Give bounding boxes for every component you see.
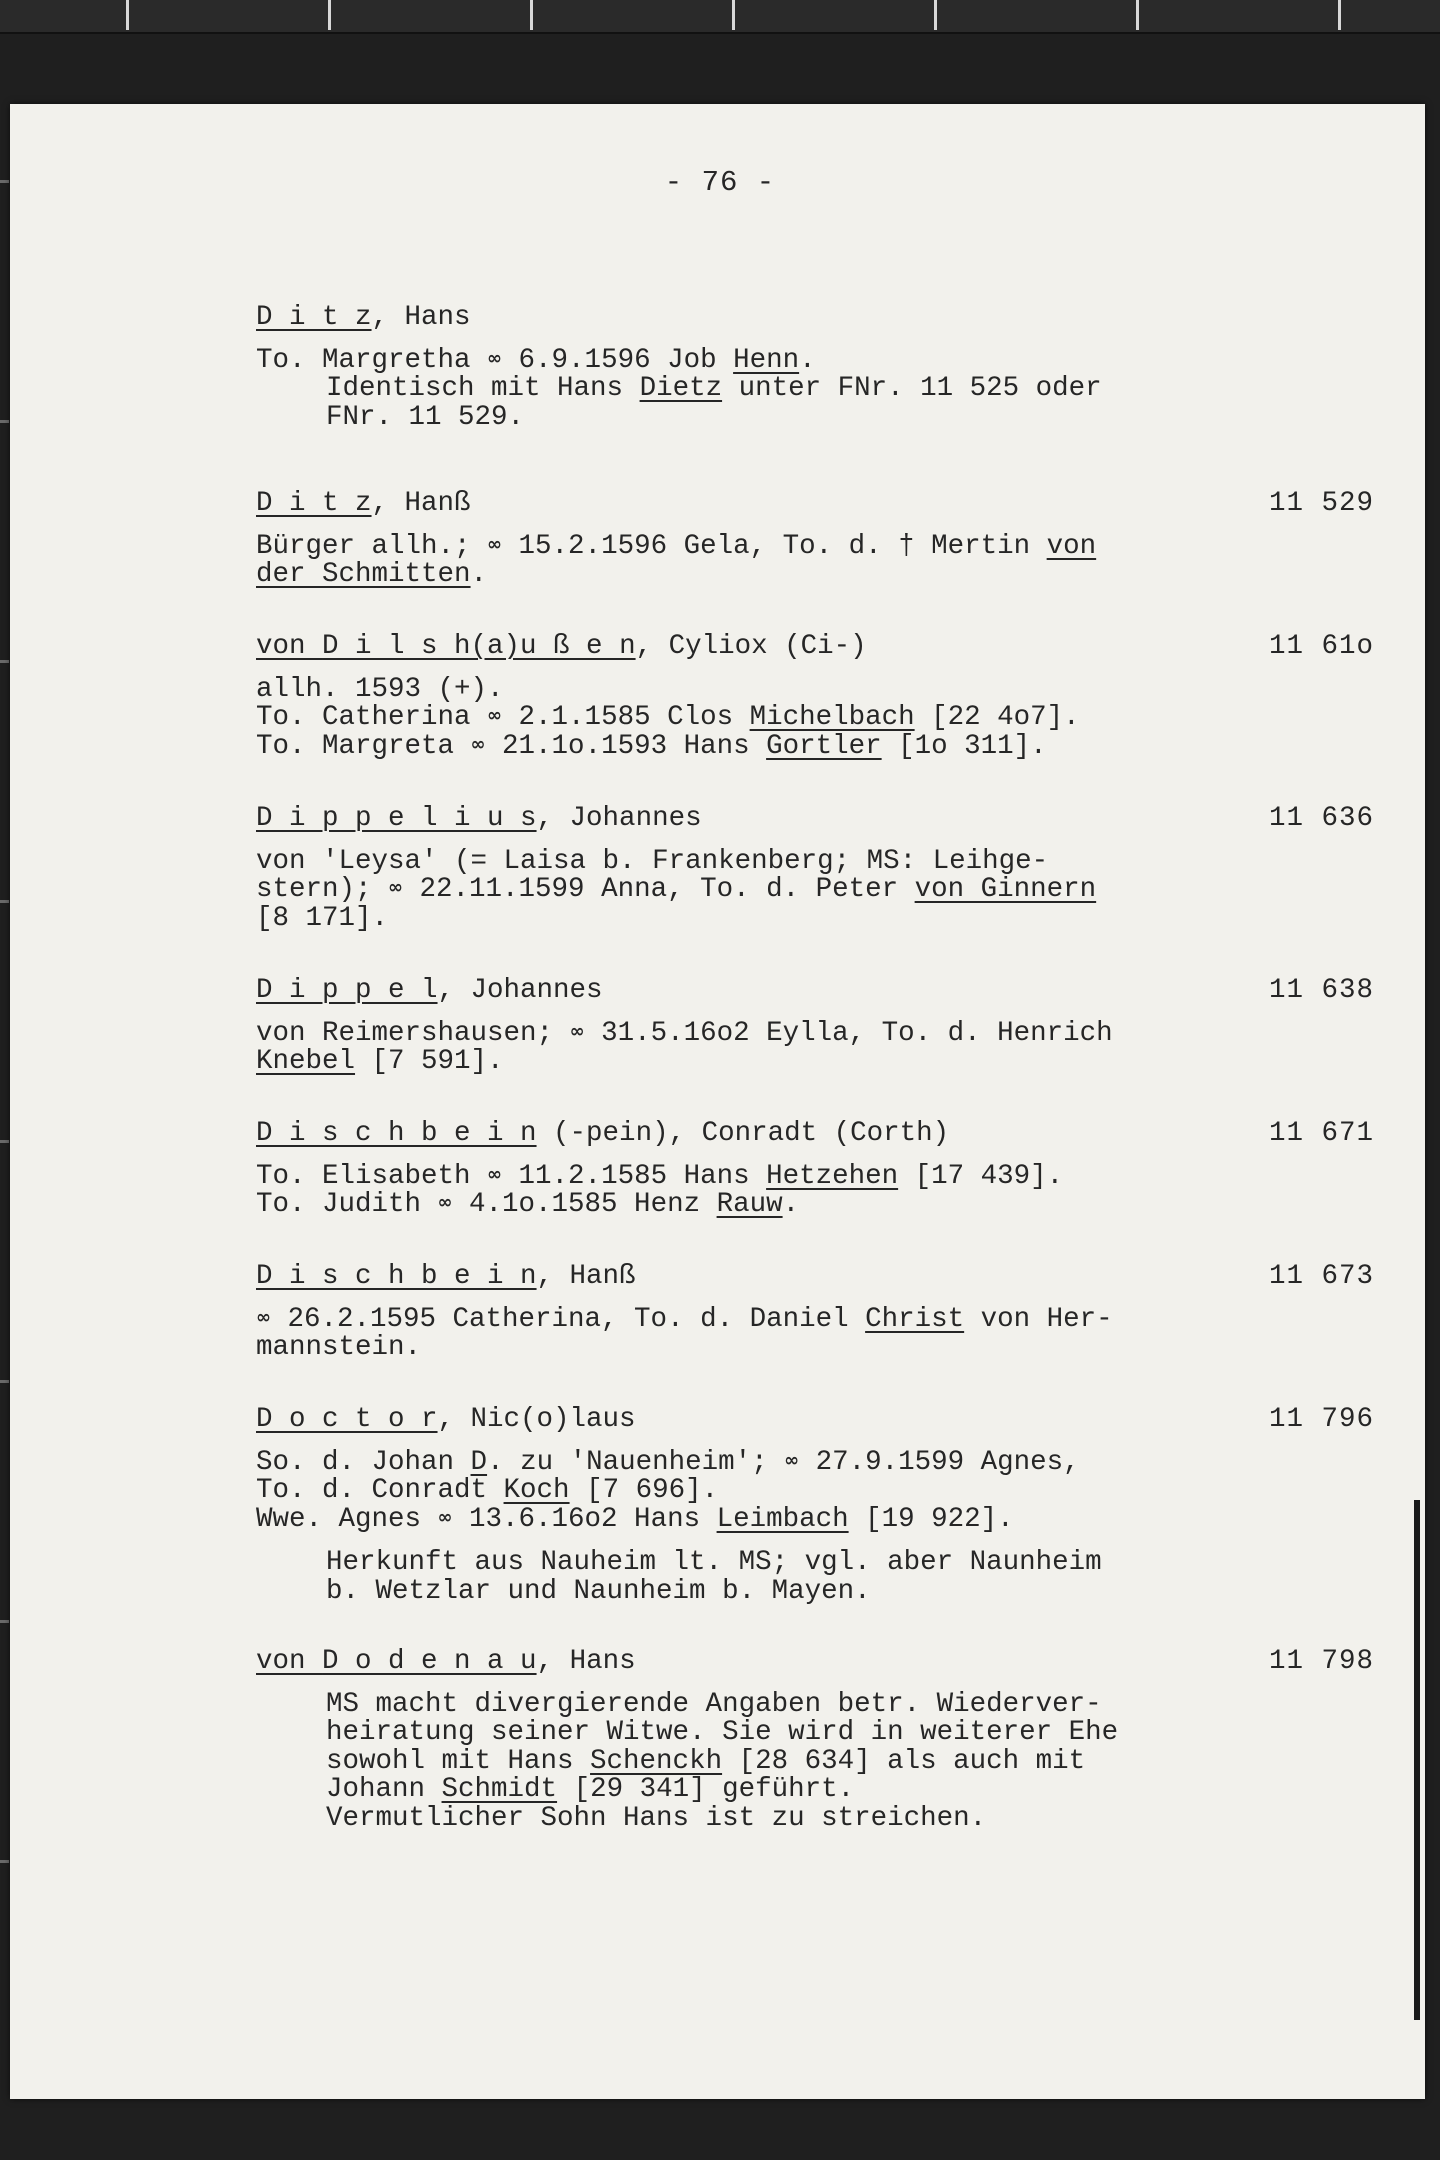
surname: D i t z xyxy=(256,488,372,519)
frame-side-tick xyxy=(0,1380,9,1383)
frame-side-tick xyxy=(0,660,9,663)
line-text: [1o 311]. xyxy=(881,730,1047,762)
surname: D i l s h(a)u ß e n xyxy=(322,631,636,662)
marriage-symbol: ∞ xyxy=(437,1192,453,1213)
line-text: allh. 1593 (+). xyxy=(256,673,504,705)
frame-tick xyxy=(328,0,331,30)
person-name: Knebel xyxy=(256,1046,356,1077)
surname: D o d e n a u xyxy=(322,1646,537,1677)
register-entry xyxy=(256,975,1374,1077)
given-name: , Cyliox (Ci-) xyxy=(635,631,867,662)
given-name: , Johannes xyxy=(437,975,603,1006)
marriage-symbol: ∞ xyxy=(487,347,503,369)
person-name: D xyxy=(470,1446,488,1478)
given-name: , Hans xyxy=(371,302,471,333)
line-text: 31.5.16o2 Eylla, To. d. Henrich xyxy=(584,1017,1113,1049)
surname: D i s c h b e i n xyxy=(256,1261,537,1292)
entry-line xyxy=(256,1802,1356,1834)
entry-line xyxy=(256,902,1356,934)
line-text: mannstein. xyxy=(256,1332,422,1363)
person-name: Koch xyxy=(503,1475,570,1506)
line-text: [17 439]. xyxy=(898,1160,1064,1192)
marriage-symbol: ∞ xyxy=(569,1020,585,1042)
frame-tick xyxy=(530,0,533,30)
line-text: 21.1o.1593 Hans xyxy=(485,730,767,762)
family-number: 11 61o xyxy=(1268,631,1374,662)
entry-line xyxy=(256,1575,1356,1607)
person-name: Christ xyxy=(865,1303,965,1335)
line-text: sowohl mit Hans xyxy=(326,1745,591,1777)
entry-line xyxy=(256,1160,1356,1192)
person-name: Leimbach xyxy=(716,1503,849,1535)
surname: D i p p e l i u s xyxy=(256,803,537,834)
person-name: Michelbach xyxy=(749,702,915,733)
line-text: 6.9.1596 Job xyxy=(502,344,734,376)
marriage-symbol: ∞ xyxy=(487,705,503,726)
line-text: stern); xyxy=(256,874,389,905)
given-name: , Hanß xyxy=(536,1261,636,1292)
given-name: , Nic(o)laus xyxy=(437,1404,636,1435)
entry-heading xyxy=(256,1118,1374,1149)
line-text: [19 922]. xyxy=(848,1503,1014,1535)
entry-line xyxy=(256,1477,1356,1506)
frame-tick xyxy=(126,0,129,30)
scanner-frame-top xyxy=(0,0,1440,34)
line-text: [7 696]. xyxy=(569,1475,719,1506)
line-text: von 'Leysa' (= Laisa b. Frankenberg; MS: Leihge- xyxy=(256,845,1049,877)
entry-line xyxy=(256,845,1356,877)
line-text: 13.6.16o2 Hans xyxy=(452,1503,717,1535)
line-text: 4.1o.1585 Henz xyxy=(452,1189,717,1220)
line-text: 11.2.1585 Hans xyxy=(502,1160,767,1192)
entry-line xyxy=(256,561,1356,590)
line-text: To. Catherina xyxy=(256,702,488,733)
marriage-symbol: ∞ xyxy=(487,533,503,555)
frame-tick xyxy=(1338,0,1341,30)
line-text: Wwe. Agnes xyxy=(256,1503,438,1535)
surname: D o c t o r xyxy=(256,1404,438,1435)
entry-line xyxy=(256,730,1356,762)
line-text: heiratung seiner Witwe. Sie wird in weiterer Ehe xyxy=(326,1717,1119,1748)
entry-line xyxy=(256,1503,1356,1535)
given-name: , Hanß xyxy=(371,488,471,519)
line-text: [22 4o7]. xyxy=(914,702,1080,733)
line-text: FNr. 11 529. xyxy=(326,401,525,433)
line-text: [8 171]. xyxy=(256,902,389,934)
marriage-symbol: ∞ xyxy=(470,733,486,755)
entry-line xyxy=(256,1688,1356,1720)
family-number: 11 636 xyxy=(1268,803,1374,834)
line-text: 2.1.1585 Clos xyxy=(502,702,750,733)
entry-line xyxy=(256,344,1356,376)
entry-line xyxy=(256,1048,1356,1077)
person-name: Schmidt xyxy=(441,1774,558,1805)
marriage-symbol: ∞ xyxy=(784,1449,800,1471)
entry-line xyxy=(256,1191,1356,1220)
frame-side-tick xyxy=(0,1140,9,1143)
line-text: unter FNr. 11 525 oder xyxy=(722,373,1102,404)
line-text: MS macht divergierende Angaben betr. Wiederver- xyxy=(326,1688,1102,1720)
given-name: , Hans xyxy=(536,1646,636,1677)
register-entry xyxy=(256,304,1356,432)
line-text: [28 634] als auch mit xyxy=(722,1745,1086,1777)
line-text: To. Elisabeth xyxy=(256,1160,488,1192)
line-text: [7 591]. xyxy=(355,1046,504,1077)
family-number: 11 796 xyxy=(1268,1404,1374,1435)
entry-heading xyxy=(256,1261,1374,1292)
register-entry xyxy=(256,803,1374,934)
entry-heading xyxy=(256,488,1374,519)
frame-side-tick xyxy=(0,420,9,423)
surname: D i t z xyxy=(256,302,372,333)
line-text: To. Margretha xyxy=(256,344,488,376)
line-text: Johann xyxy=(326,1774,442,1805)
register-entry xyxy=(256,631,1374,762)
person-name: Rauw xyxy=(716,1189,783,1220)
person-name: von xyxy=(1046,530,1097,562)
marriage-symbol: ∞ xyxy=(388,877,404,898)
line-text: 26.2.1595 Catherina, To. d. Daniel xyxy=(271,1303,866,1335)
line-text: [29 341] geführt. xyxy=(557,1774,855,1805)
line-text: . xyxy=(470,559,488,590)
frame-side-tick xyxy=(0,900,9,903)
family-number: 11 638 xyxy=(1268,975,1374,1006)
person-name: Dietz xyxy=(639,373,723,404)
entry-line xyxy=(256,1017,1356,1049)
frame-side-tick xyxy=(0,1620,9,1623)
entry-line xyxy=(256,704,1356,733)
line-text: von Reimershausen; xyxy=(256,1017,570,1049)
entry-line xyxy=(256,1446,1356,1478)
frame-tick xyxy=(1136,0,1139,30)
surname: D i p p e l xyxy=(256,975,438,1006)
entry-heading xyxy=(256,1646,1374,1677)
entry-heading xyxy=(256,1404,1374,1435)
line-text: 27.9.1599 Agnes, xyxy=(799,1446,1080,1478)
line-text: So. d. Johan xyxy=(256,1446,471,1478)
entry-line xyxy=(256,1549,1356,1578)
entry-line xyxy=(256,876,1356,905)
marriage-symbol: ∞ xyxy=(487,1163,503,1185)
person-name: Henn xyxy=(733,344,800,376)
line-text: 22.11.1599 Anna, To. d. Peter xyxy=(403,874,915,905)
entry-heading xyxy=(256,631,1374,662)
entry-line xyxy=(256,673,1356,705)
frame-tick xyxy=(934,0,937,30)
entry-heading xyxy=(256,803,1374,834)
line-text: . xyxy=(782,1189,800,1220)
person-name: Schenckh xyxy=(590,1745,723,1777)
line-text: . xyxy=(799,344,816,376)
marriage-symbol: ∞ xyxy=(256,1306,271,1328)
line-text: Bürger allh.; xyxy=(256,530,488,562)
surname-prefix: von xyxy=(256,631,323,662)
line-text: Vermutlicher Sohn Hans ist zu streichen. xyxy=(326,1802,987,1834)
family-number: 11 671 xyxy=(1268,1118,1374,1149)
frame-side-tick xyxy=(0,1860,9,1863)
line-text: To. Margreta xyxy=(256,730,471,762)
line-text: To. Judith xyxy=(256,1189,438,1220)
entry-line xyxy=(256,375,1356,404)
person-name: Hetzehen xyxy=(766,1160,899,1192)
given-name: , Johannes xyxy=(536,803,702,834)
register-entry xyxy=(256,1404,1374,1607)
surname-prefix: von xyxy=(256,1646,323,1677)
marriage-symbol: ∞ xyxy=(437,1506,453,1528)
register-entry xyxy=(256,1646,1374,1834)
family-number: 11 529 xyxy=(1268,488,1374,519)
register-entry xyxy=(256,1261,1374,1363)
person-name: der Schmitten xyxy=(256,559,471,590)
entry-line xyxy=(256,1719,1356,1748)
page-edge-shadow xyxy=(1414,1500,1420,2020)
line-text: 15.2.1596 Gela, To. d. † Mertin xyxy=(502,530,1047,562)
line-text: To. d. Conradt xyxy=(256,1475,504,1506)
entry-line xyxy=(256,401,1356,433)
entry-heading xyxy=(256,304,1356,333)
register-entry xyxy=(256,1118,1374,1220)
line-text: Identisch mit Hans xyxy=(326,373,640,404)
entry-line xyxy=(256,1776,1356,1805)
given-name: (-pein), Conradt (Corth) xyxy=(536,1118,950,1149)
line-text: b. Wetzlar und Naunheim b. Mayen. xyxy=(326,1575,871,1607)
family-number: 11 798 xyxy=(1268,1646,1374,1677)
frame-tick xyxy=(732,0,735,30)
surname: D i s c h b e i n xyxy=(256,1118,537,1149)
page-number: - 76 - xyxy=(664,166,776,199)
line-text: . zu 'Nauenheim'; xyxy=(487,1446,785,1478)
entry-heading xyxy=(256,975,1374,1006)
entry-line xyxy=(256,1334,1356,1363)
line-text: Herkunft aus Nauheim lt. MS; vgl. aber Naunheim xyxy=(326,1547,1102,1578)
person-name: von Ginnern xyxy=(914,874,1097,905)
person-name: Gortler xyxy=(766,730,882,762)
family-number: 11 673 xyxy=(1268,1261,1374,1292)
entry-line xyxy=(256,1303,1356,1335)
entry-line xyxy=(256,1745,1356,1777)
register-entry xyxy=(256,488,1374,590)
line-text: von Her- xyxy=(964,1303,1113,1335)
entry-line xyxy=(256,530,1356,562)
